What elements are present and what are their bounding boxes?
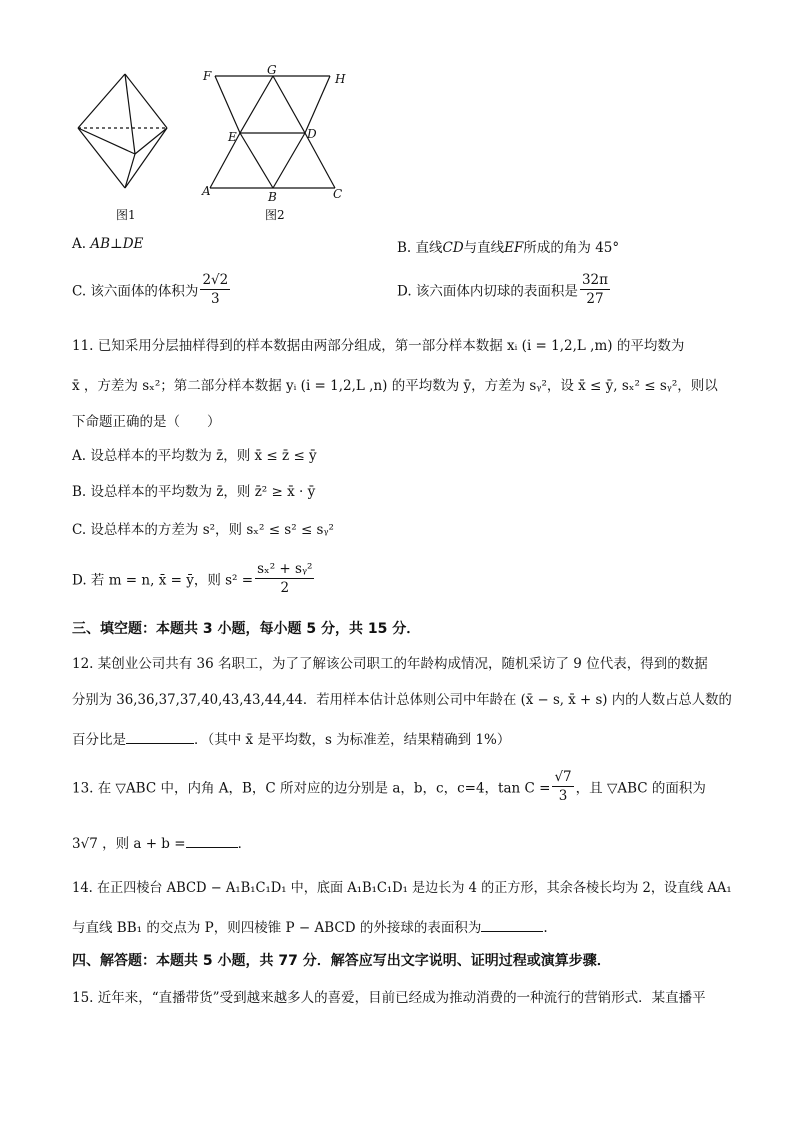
fig2-label-F: F xyxy=(203,69,212,83)
q11-option-a: A. 设总样本的平均数为 z̄，则 x̄ ≤ z̄ ≤ ȳ xyxy=(72,448,317,464)
figure-1-octahedron xyxy=(70,68,180,198)
figure-2-caption: 图2 xyxy=(265,208,285,222)
section-4-heading: 四、解答题：本题共 5 小题，共 77 分．解答应写出文字说明、证明过程或演算步骤． xyxy=(72,953,611,969)
q11-option-c: C. 设总样本的方差为 s²，则 sₓ² ≤ s² ≤ sᵧ² xyxy=(72,522,334,538)
fig2-label-C: C xyxy=(333,187,343,201)
fig2-label-A: A xyxy=(202,184,211,198)
fig2-label-B: B xyxy=(268,190,277,204)
fig2-label-H: H xyxy=(335,72,346,86)
q10-option-d: D. 该六面体内切球的表面积是 $\frac{32\pi}{27}$ xyxy=(397,272,608,307)
fig2-label-D: D xyxy=(307,127,317,141)
fig2-label-E: E xyxy=(228,130,237,144)
fig2-label-G: G xyxy=(267,63,277,77)
q15-line-1: 15. 近年来，“直播带货”受到越来越多人的喜爱，目前已经成为推动消费的一种流行的营销形式．某直播平 xyxy=(72,990,706,1006)
q12-answer-blank[interactable] xyxy=(126,731,194,744)
q11-line-1: 11. 已知采用分层抽样得到的样本数据由两部分组成，第一部分样本数据 xᵢ (i = 1,2,L ,m) 的平均数为 xyxy=(72,338,685,354)
q13-line-1: 13. 在 ▽ABC 中，内角 A，B，C 所对应的边分别是 a，b，c，c=4，tan C = $\frac{√7}{3}$ ，且 ▽ABC 的面积为 xyxy=(72,769,706,804)
q11-line-3: 下命题正确的是（ ） xyxy=(72,414,221,430)
q11-line-2: x̄ ，方差为 sₓ²；第二部分样本数据 yᵢ (i = 1,2,L ,n) 的平均数为 ȳ，方差为 sᵧ²，设 x̄ ≤ ȳ, sₓ² ≤ sᵧ²，则以 xyxy=(72,378,718,394)
q12-line-1: 12. 某创业公司共有 36 名职工，为了了解该公司职工的年龄构成情况，随机采访了 9 位代表，得到的数据 xyxy=(72,656,708,672)
q14-answer-blank[interactable] xyxy=(481,919,543,932)
q13-answer-blank[interactable] xyxy=(186,835,238,848)
q14-line-1: 14. 在正四棱台 ABCD − A₁B₁C₁D₁ 中，底面 A₁B₁C₁D₁ 是边长为 4 的正方形，其余各棱长均为 2，设直线 AA₁ xyxy=(72,880,732,896)
q13-line-2: 3√7 ，则 a + b = ． xyxy=(72,836,252,852)
q10-option-c: C. 该六面体的体积为 $\frac{2√2}{3}$ xyxy=(72,272,229,307)
q12-line-2: 分别为 36,36,37,37,40,43,43,44,44．若用样本估计总体则公司中年龄在 (x̄ − s, x̄ + s) 内的人数占总人数的 xyxy=(72,692,732,708)
q11-option-d: D. 若 m = n, x̄ = ȳ，则 s² = $\frac{\text{sₓ² + sᵧ²}}{2}$ xyxy=(72,561,313,596)
q12-line-3: 百分比是 ．（其中 x̄ 是平均数，s 为标准差，结果精确到 1%） xyxy=(72,732,511,748)
figure-2-net xyxy=(195,62,355,207)
section-3-heading: 三、填空题：本题共 3 小题，每小题 5 分，共 15 分． xyxy=(72,621,421,637)
q11-option-b: B. 设总样本的平均数为 z̄，则 z̄² ≥ x̄ · ȳ xyxy=(72,484,316,500)
figure-1-caption: 图1 xyxy=(116,208,136,222)
q10-option-a: A. AB⊥DE xyxy=(72,236,144,252)
q10-option-b: B. 直线CD与直线EF所成的角为 45° xyxy=(397,240,620,256)
q14-line-2: 与直线 BB₁ 的交点为 P，则四棱锥 P − ABCD 的外接球的表面积为 . xyxy=(72,920,548,936)
